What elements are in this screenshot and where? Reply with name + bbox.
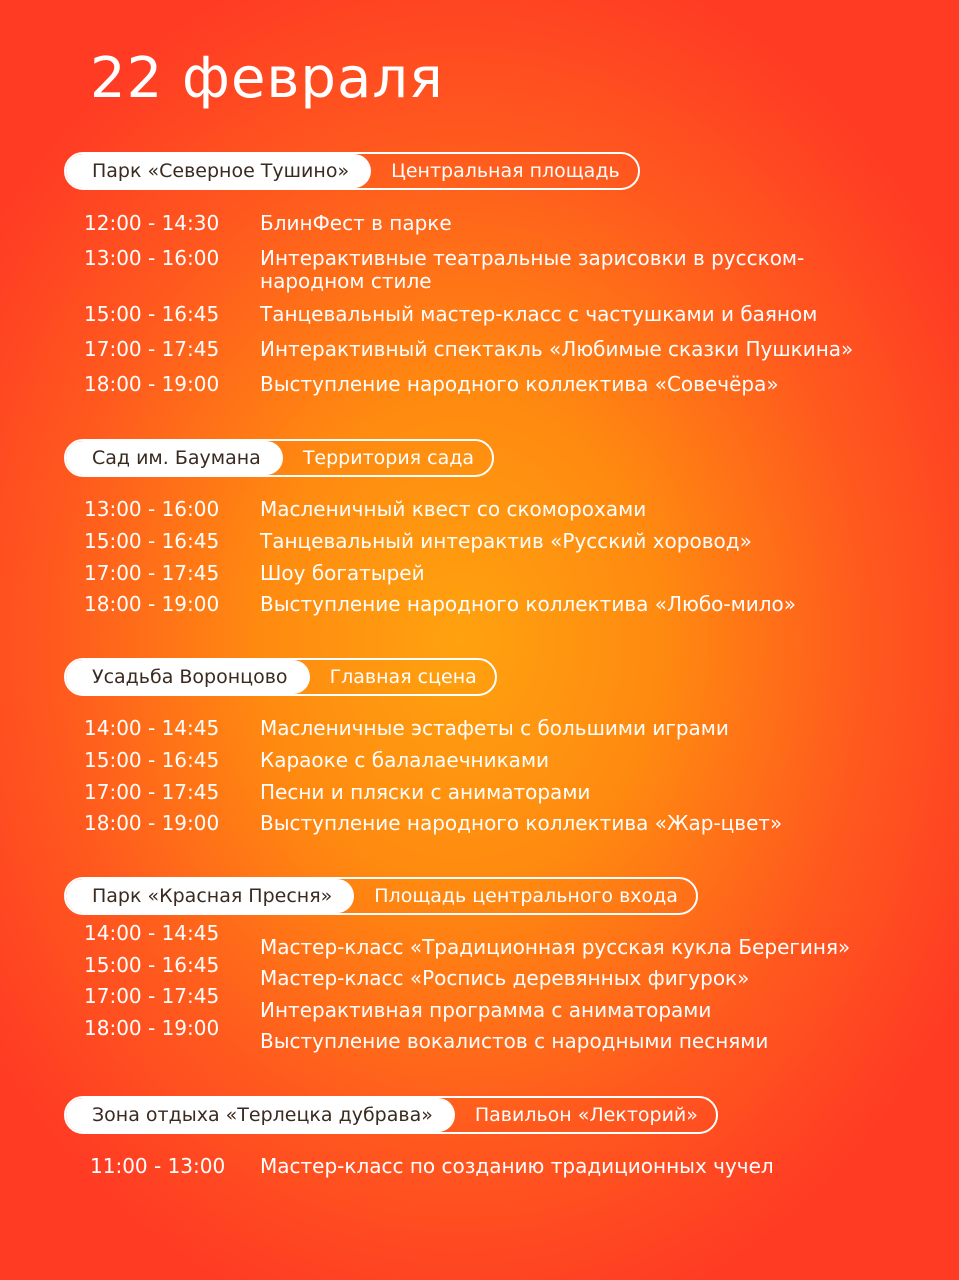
venue-name: Зона отдыха «Терлецка дубрава» (66, 1098, 455, 1132)
event-time: 13:00 - 16:00 (84, 497, 220, 521)
venue-place: Центральная площадь (391, 160, 620, 182)
event-time: 17:00 - 17:45 (84, 337, 220, 361)
event-time: 15:00 - 16:45 (84, 302, 220, 326)
venue-name: Сад им. Баумана (66, 441, 283, 475)
event-title: Масленичный квест со скоморохами (260, 497, 647, 521)
event-time: 15:00 - 16:45 (84, 748, 220, 772)
event-title: БлинФест в парке (260, 211, 452, 235)
event-column (260, 932, 850, 1057)
time-column (84, 918, 219, 1045)
venue-place: Главная сцена (329, 666, 477, 688)
event-time: 17:00 - 17:45 (84, 984, 220, 1009)
venue-place: Территория сада (302, 447, 475, 469)
event-title: Танцевальный мастер-класс с частушками и баяном (260, 302, 818, 326)
event-title: Интерактивный спектакль «Любимые сказки Пушкина» (260, 337, 854, 361)
event-title: Мастер-класс по созданию традиционных чучел (260, 1154, 774, 1178)
event-time: 13:00 - 16:00 (84, 246, 220, 270)
venue-tag-usadba-vorontsovo (64, 658, 497, 696)
event-title: Выступление народного коллектива «Любо-мило» (260, 592, 796, 616)
event-time: 18:00 - 19:00 (84, 811, 220, 835)
event-time: 17:00 - 17:45 (84, 780, 220, 804)
event-time: 14:00 - 14:45 (84, 921, 220, 945)
event-time: 15:00 - 16:45 (84, 952, 220, 977)
event-time: 18:00 - 19:00 (84, 1016, 220, 1041)
event-time: 18:00 - 19:00 (84, 592, 220, 616)
event-title: Выступление народного коллектива «Жар-цвет» (260, 811, 783, 835)
event-time: 17:00 - 17:45 (84, 561, 220, 585)
venue-tag-terletskaya-dubrava (64, 1096, 718, 1134)
venue-place: Павильон «Лекторий» (474, 1104, 698, 1126)
event-title: Масленичные эстафеты с большими играми (260, 716, 729, 740)
event-title: Шоу богатырей (260, 561, 425, 585)
event-title: Мастер-класс «Традиционная русская кукла Берегиня» (260, 935, 851, 959)
venue-name: Парк «Северное Тушино» (66, 154, 371, 188)
event-time: 11:00 - 13:00 (90, 1154, 226, 1178)
event-time: 14:00 - 14:45 (84, 716, 220, 740)
page-title: 22 февраля (90, 46, 444, 111)
event-title: Интерактивные театральные зарисовки в русском-народном стиле (260, 246, 805, 293)
event-title: Караоке с балалаечниками (260, 748, 550, 772)
venue-place: Площадь центрального входа (374, 885, 678, 907)
event-time: 15:00 - 16:45 (84, 529, 220, 553)
event-title: Танцевальный интерактив «Русский хоровод» (260, 529, 752, 553)
event-title: Выступление народного коллектива «Совечёра» (260, 372, 779, 396)
event-title: Мастер-класс «Роспись деревянных фигурок» (260, 966, 750, 991)
event-time: 12:00 - 14:30 (84, 211, 220, 235)
venue-tag-severnoe-tushino (64, 152, 640, 190)
event-title: Интерактивная программа с аниматорами (260, 997, 712, 1022)
venue-tag-krasnaya-presnya (64, 877, 698, 915)
event-title: Выступление вокалистов с народными песнями (260, 1028, 769, 1053)
venue-tag-sad-baumana (64, 439, 494, 477)
venue-name: Парк «Красная Пресня» (66, 879, 354, 913)
event-time: 18:00 - 19:00 (84, 372, 220, 396)
event-title: Песни и пляски с аниматорами (260, 780, 591, 804)
venue-name: Усадьба Воронцово (66, 660, 310, 694)
